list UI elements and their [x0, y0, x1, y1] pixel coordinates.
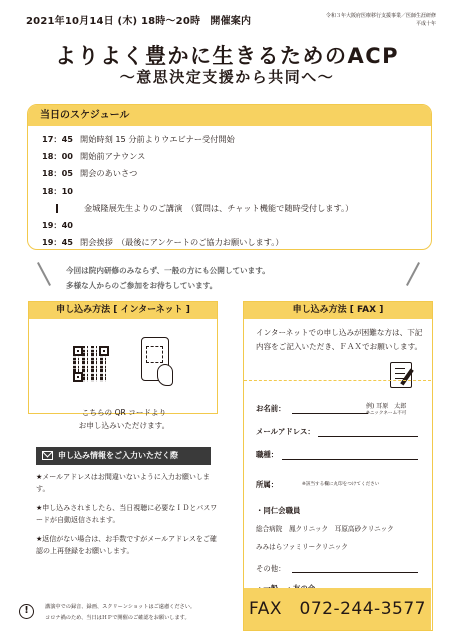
- schedule-time: 19：45: [42, 237, 73, 248]
- fax-apply-panel: [243, 301, 433, 631]
- mail-icon: [42, 451, 53, 460]
- affiliation-label: 所属：: [256, 480, 279, 489]
- internet-heading: 申し込み方法 [ インターネット ]: [29, 302, 217, 319]
- fax-description: インターネットでの申し込みが困難な方は、下記内容をご記入いただき、ＦＡＸでお願いします。: [256, 328, 423, 351]
- info-heading-label: 申し込み情報をご入力いただく際: [58, 451, 178, 460]
- other-underline[interactable]: [292, 572, 418, 573]
- fax-form: [244, 380, 431, 590]
- clinic-line: 総合病院 鳳クリニック 耳原高砂クリニック: [256, 525, 394, 533]
- qr-caption-line: こちらの QR コードより: [81, 408, 167, 417]
- schedule-text: 開始時刻 15 分前よりウエビナー受付開始: [80, 134, 235, 144]
- schedule-row: [42, 217, 427, 234]
- header-date: 2021年10月14日 (木) 18時～20時 開催案内: [26, 16, 252, 27]
- group-label: ・同仁会職員: [256, 506, 301, 515]
- email-label: メールアドレス：: [256, 427, 315, 436]
- header-organizer: [318, 13, 436, 28]
- qr-caption-line: お申し込みいただけます。: [78, 421, 170, 430]
- schedule-heading: 当日のスケジュール: [28, 105, 431, 126]
- warning-icon: !: [19, 604, 34, 619]
- fax-heading: 申し込み方法 [ FAX ]: [244, 302, 432, 319]
- schedule-row: [42, 183, 427, 200]
- page-title: よりよく豊かに生きるためのACP: [54, 44, 400, 68]
- notice-line: 今回は院内研修のみならず、一般の方にも公開しています。: [66, 266, 270, 275]
- info-item: ★返信がない場合は、お手数ですがメールアドレスをご確認の上再登録をお願いします。: [36, 534, 217, 556]
- info-item: ★申し込みされましたら、当日視聴に必要なＩＤとパスワードが自動返信されます。: [36, 503, 218, 525]
- schedule-list: [42, 131, 427, 250]
- email-underline[interactable]: [318, 436, 418, 437]
- schedule-time: 18：05: [42, 168, 73, 179]
- fax-number: FAX 072-244-3577: [244, 588, 431, 630]
- schedule-time: 19：40: [42, 219, 73, 230]
- footer-notes: [45, 602, 235, 624]
- job-label: 職種：: [256, 450, 279, 459]
- name-underline[interactable]: [292, 413, 368, 414]
- schedule-row: [42, 148, 427, 165]
- internet-apply-panel: [28, 301, 218, 430]
- schedule-text: 開会のあいさつ: [80, 168, 138, 179]
- hand-icon: [157, 364, 173, 386]
- schedule-panel: [27, 104, 432, 250]
- info-item: ★メールアドレスはお間違いないように入力お願いします。: [36, 473, 210, 494]
- schedule-time: 18：10: [42, 185, 73, 196]
- other-label: その他：: [256, 564, 286, 573]
- schedule-time: 18：00: [42, 151, 73, 162]
- info-list: [36, 471, 218, 563]
- schedule-row: [42, 131, 427, 148]
- notice-slash-left: [37, 262, 51, 286]
- footer-line: 講演中での録音、録画、スクリーンショットはご遠慮ください。: [45, 604, 196, 610]
- qr-code[interactable]: [73, 346, 109, 382]
- notice-slash-right: [406, 262, 420, 286]
- info-heading: [36, 447, 211, 465]
- schedule-time: 17：45: [42, 134, 73, 144]
- phone-screen-icon: [146, 346, 163, 363]
- footer-line: コロナ禍のため、当日はＨＰで開催のご確認をお願いします。: [45, 615, 190, 621]
- schedule-row: [42, 200, 427, 217]
- clinic-line: みみはらファミリークリニック: [256, 543, 348, 551]
- affiliation-note: ※該当する欄に丸印をつけてください: [302, 482, 380, 487]
- page-subtitle: ～意思決定支援から共同へ～: [119, 68, 335, 86]
- public-notice: [66, 263, 396, 293]
- schedule-text: 開始前アナウンス: [80, 151, 146, 162]
- qr-finder-icon: [99, 346, 109, 356]
- timeline-bar: [56, 204, 58, 213]
- schedule-text: 金城隆展先生よりのご講演 （質問は、チャット機能で随時受付します。）: [84, 202, 354, 213]
- notice-line: 多様な人からのご参加をお待ちしています。: [66, 281, 218, 290]
- organizer-line: 平成十年: [415, 20, 436, 27]
- qr-finder-icon: [73, 346, 83, 356]
- job-underline[interactable]: [282, 459, 418, 460]
- name-label: お名前：: [256, 404, 286, 413]
- qr-caption: [69, 406, 179, 432]
- schedule-row: [42, 234, 427, 250]
- nickname-note: ※ニックネーム不可: [366, 411, 407, 416]
- qr-finder-icon: [73, 372, 83, 382]
- schedule-text: 閉会挨拶 （最後にアンケートのご協力お願いします。）: [80, 237, 284, 248]
- schedule-row: [42, 165, 427, 182]
- organizer-line: 令和３年大阪府医療移行支援事業／医師生涯研修: [325, 13, 436, 19]
- name-example: 例) 耳原 太郎: [366, 403, 407, 410]
